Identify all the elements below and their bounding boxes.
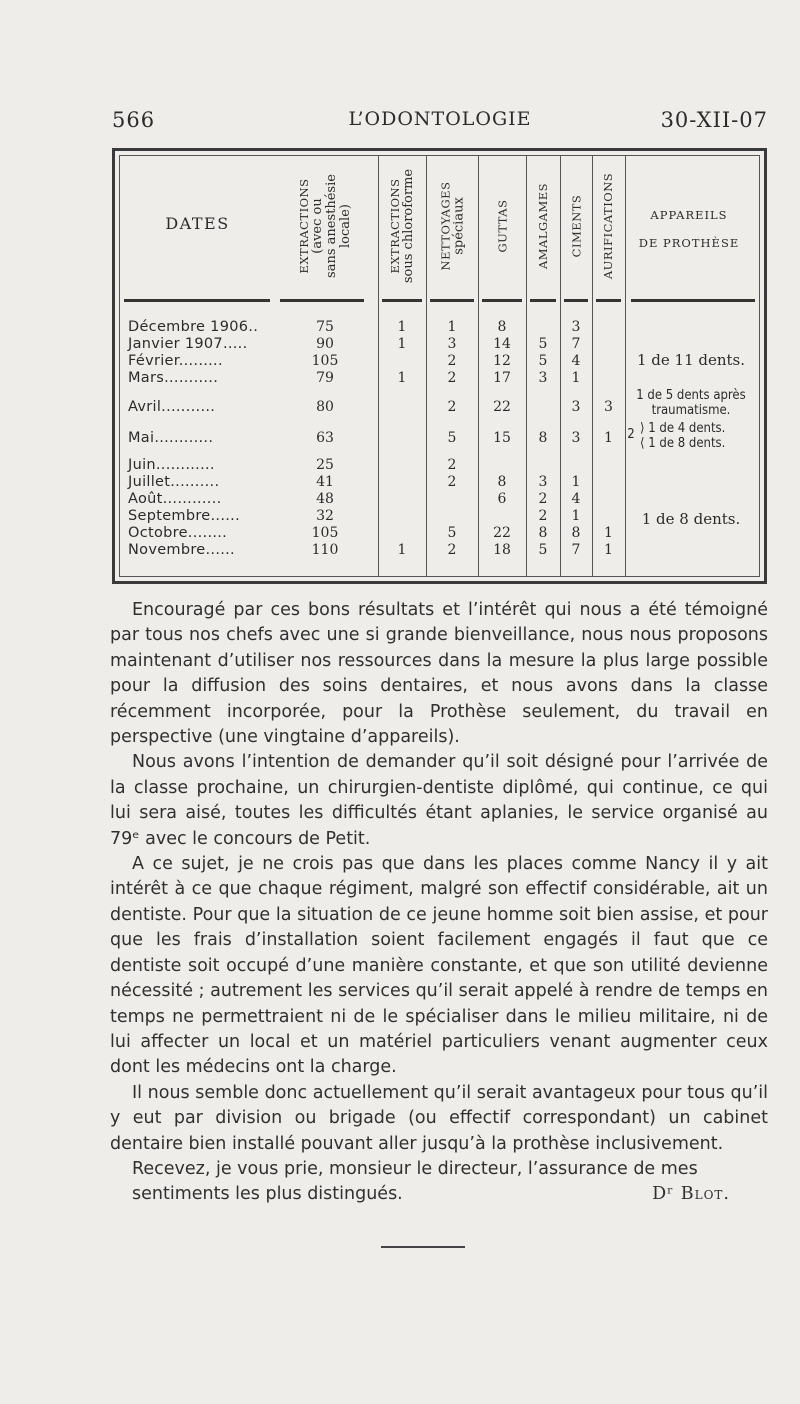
header-rule — [280, 299, 364, 302]
cell-amalgames: 5 — [538, 542, 548, 558]
cell-nettoyages: 2 — [447, 353, 457, 369]
cell-nettoyages: 3 — [447, 336, 457, 352]
col-head-amalgames: AMALGAMES — [536, 182, 550, 270]
cell-nettoyages: 2 — [447, 542, 457, 558]
row-date: Octobre........ — [128, 525, 228, 541]
journal-title: L’ODONTOLOGIE — [348, 108, 532, 130]
row-date: Janvier 1907..... — [128, 336, 248, 352]
header-rule — [631, 299, 755, 302]
note-septembre: 1 de 8 dents. — [641, 510, 741, 528]
paragraph: Nous avons l’intention de demander qu’il soit désigné pour l’arrivée de la classe prochaine, un chirurgien-dentiste diplômé, qui continue, ce qui lui sera aisé, toutes les difficultés étant aplanies, le service organisé au 79ᵉ avec le concours de Petit. — [110, 752, 768, 849]
paragraph: Encouragé par ces bons résultats et l’intérêt qui nous a été témoigné par tous nos chefs avec une si grande bienveillance, nous nous proposons maintenant d’utiliser nos ressources dans la mesure la plus large possible pour la diffusion des soins dentaires, et nous avons dans la classe récemment incorporée, pour la Prothèse seulement, du travail en perspective (une vingtaine d’appareils). — [110, 600, 768, 748]
col-head-extractions — [272, 166, 378, 286]
cell-chloro: 1 — [397, 542, 407, 558]
cell-extractions: 75 — [316, 319, 334, 335]
cell-ciments: 3 — [571, 399, 581, 415]
signature-title: Dʳ — [652, 1184, 675, 1205]
col-head-nettoyages — [426, 166, 478, 286]
cell-nettoyages: 1 — [447, 319, 457, 335]
end-rule — [381, 1246, 465, 1248]
col-head-ciments: CIMENTS — [569, 194, 583, 258]
cell-guttas: 8 — [497, 319, 507, 335]
cell-extractions: 63 — [316, 430, 334, 446]
cell-extractions: 105 — [311, 525, 339, 541]
cell-guttas: 22 — [493, 525, 511, 541]
row-date: Août............ — [128, 491, 222, 507]
note-avril-l2: traumatisme. — [651, 403, 731, 418]
note-avril-l1: 1 de 5 dents après — [636, 388, 746, 403]
cell-ciments: 4 — [571, 491, 581, 507]
cell-extractions: 41 — [316, 474, 334, 490]
cell-guttas: 22 — [493, 399, 511, 415]
col-head-extractions-l1: EXTRACTIONS — [297, 178, 311, 274]
row-date: Avril........... — [128, 399, 216, 415]
col-head-appareils-l2: DE PROTHÈSE — [638, 236, 740, 250]
col-head-chloroforme — [378, 166, 426, 286]
cell-nettoyages: 5 — [447, 525, 457, 541]
col-head-extractions-l4: locale) — [338, 204, 353, 248]
cell-ciments: 7 — [571, 336, 581, 352]
col-head-appareils-l1: APPAREILS — [650, 208, 728, 222]
header-rule — [124, 299, 270, 302]
row-date: Juillet.......... — [128, 474, 220, 490]
cell-chloro: 1 — [397, 370, 407, 386]
col-head-extractions-l3: sans anesthésie — [324, 174, 339, 278]
cell-amalgames: 5 — [538, 336, 548, 352]
cell-ciments: 1 — [571, 508, 581, 524]
cell-extractions: 32 — [316, 508, 334, 524]
cell-guttas: 12 — [493, 353, 511, 369]
cell-ciments: 8 — [571, 525, 581, 541]
row-date: Novembre...... — [128, 542, 235, 558]
note-mai-prefix — [622, 427, 640, 442]
header-rule — [564, 299, 588, 302]
cell-extractions: 25 — [316, 457, 334, 473]
col-head-guttas: GUTTAS — [495, 199, 509, 253]
note-fevrier: 1 de 11 dents. — [636, 351, 746, 369]
paragraph: Il nous semble donc actuellement qu’il serait avantageux pour tous qu’il y eut par division ou brigade (ou effectif correspondant) un cabinet dentaire bien installé pouvant aller jusqu’à la prothèse inclusivement. — [110, 1082, 768, 1154]
cell-nettoyages: 2 — [447, 457, 457, 473]
cell-ciments: 3 — [571, 430, 581, 446]
cell-guttas: 14 — [493, 336, 511, 352]
page-header — [112, 108, 768, 138]
cell-guttas: 15 — [493, 430, 511, 446]
cell-amalgames: 3 — [538, 370, 548, 386]
statistics-table — [112, 148, 767, 584]
cell-aurifications: 1 — [604, 542, 613, 558]
col-head-aurifications: AURIFICATIONS — [601, 172, 616, 280]
col-head-chloro-l2: sous chloroforme — [401, 168, 417, 284]
cell-amalgames: 2 — [538, 491, 548, 507]
cell-guttas: 18 — [493, 542, 511, 558]
note-mai-text2: 1 de 8 dents. — [648, 436, 726, 451]
signature-name: Blot. — [680, 1184, 730, 1205]
row-date: Février......... — [128, 353, 223, 369]
closing-line — [110, 1182, 768, 1207]
note-mai-l1: ⟩ 1 de 4 dents. — [640, 421, 726, 436]
paragraph: Recevez, je vous prie, monsieur le directeur, l’assurance de mes — [132, 1158, 698, 1179]
cell-guttas: 6 — [497, 491, 507, 507]
cell-extractions: 110 — [311, 542, 339, 558]
cell-chloro: 1 — [397, 336, 407, 352]
cell-guttas: 17 — [493, 370, 511, 386]
cell-nettoyages: 2 — [447, 474, 457, 490]
row-date: Mai............ — [128, 430, 214, 446]
page-number: 566 — [112, 108, 156, 132]
header-rule — [382, 299, 422, 302]
cell-chloro: 1 — [397, 319, 407, 335]
article-body — [110, 598, 768, 1208]
cell-extractions: 90 — [316, 336, 334, 352]
note-mai-text1: 1 de 4 dents. — [648, 421, 726, 436]
col-head-dates: DATES — [165, 214, 230, 233]
cell-extractions: 80 — [316, 399, 334, 415]
cell-nettoyages: 2 — [447, 370, 457, 386]
cell-amalgames: 8 — [538, 525, 548, 541]
row-date: Septembre...... — [128, 508, 240, 524]
cell-extractions: 79 — [316, 370, 334, 386]
cell-amalgames: 8 — [538, 430, 548, 446]
cell-nettoyages: 5 — [447, 430, 457, 446]
cell-aurifications: 1 — [604, 525, 613, 541]
issue-date: 30-XII-07 — [660, 108, 768, 132]
cell-nettoyages: 2 — [447, 399, 457, 415]
cell-guttas: 8 — [497, 474, 507, 490]
col-head-extractions-l2: (avec ou — [310, 198, 325, 254]
cell-amalgames: 5 — [538, 353, 548, 369]
header-rule — [482, 299, 522, 302]
row-date: Décembre 1906.. — [128, 319, 259, 335]
paragraph: A ce sujet, je ne crois pas que dans les places comme Nancy il y ait intérêt à ce que chaque régiment, malgré son effectif considérable, ait un dentiste. Pour que la situation de ce jeune homme soit bien assise, et pour que les frais d’installation soient facilement engagés il faut que ce dentiste soit occupé d’une manière constante, et que son utilité devienne nécessité ; autrement les services qu’il serait appelé à rendre de temps en temps ne permettraient ni de le spécialiser dans le milieu militaire, ni de lui affecter un local et un matériel particuliers venant augmenter ceux dont les médecins ont la charge. — [110, 854, 768, 1078]
cell-extractions: 48 — [316, 491, 334, 507]
header-rule — [430, 299, 474, 302]
note-mai-count: 2 — [627, 427, 635, 442]
cell-ciments: 1 — [571, 474, 581, 490]
closing-text: sentiments les plus distingués. — [132, 1184, 403, 1205]
cell-ciments: 4 — [571, 353, 581, 369]
col-head-nettoyages-l2: spéciaux — [451, 197, 466, 255]
cell-amalgames: 2 — [538, 508, 548, 524]
cell-aurifications: 3 — [604, 399, 613, 415]
cell-ciments: 1 — [571, 370, 581, 386]
col-head-chloro-l1: EXTRACTIONS — [388, 178, 403, 274]
note-mai-l2: ⟨ 1 de 8 dents. — [640, 436, 726, 451]
cell-extractions: 105 — [311, 353, 339, 369]
header-rule — [530, 299, 556, 302]
row-date: Mars........... — [128, 370, 219, 386]
row-date: Juin............ — [128, 457, 215, 473]
header-rule — [596, 299, 621, 302]
col-head-nettoyages-l1: NETTOYAGES — [438, 181, 452, 271]
table-frame — [119, 155, 760, 577]
cell-ciments: 3 — [571, 319, 581, 335]
signature — [630, 1182, 768, 1207]
cell-aurifications: 1 — [604, 430, 613, 446]
cell-ciments: 7 — [571, 542, 581, 558]
cell-amalgames: 3 — [538, 474, 548, 490]
